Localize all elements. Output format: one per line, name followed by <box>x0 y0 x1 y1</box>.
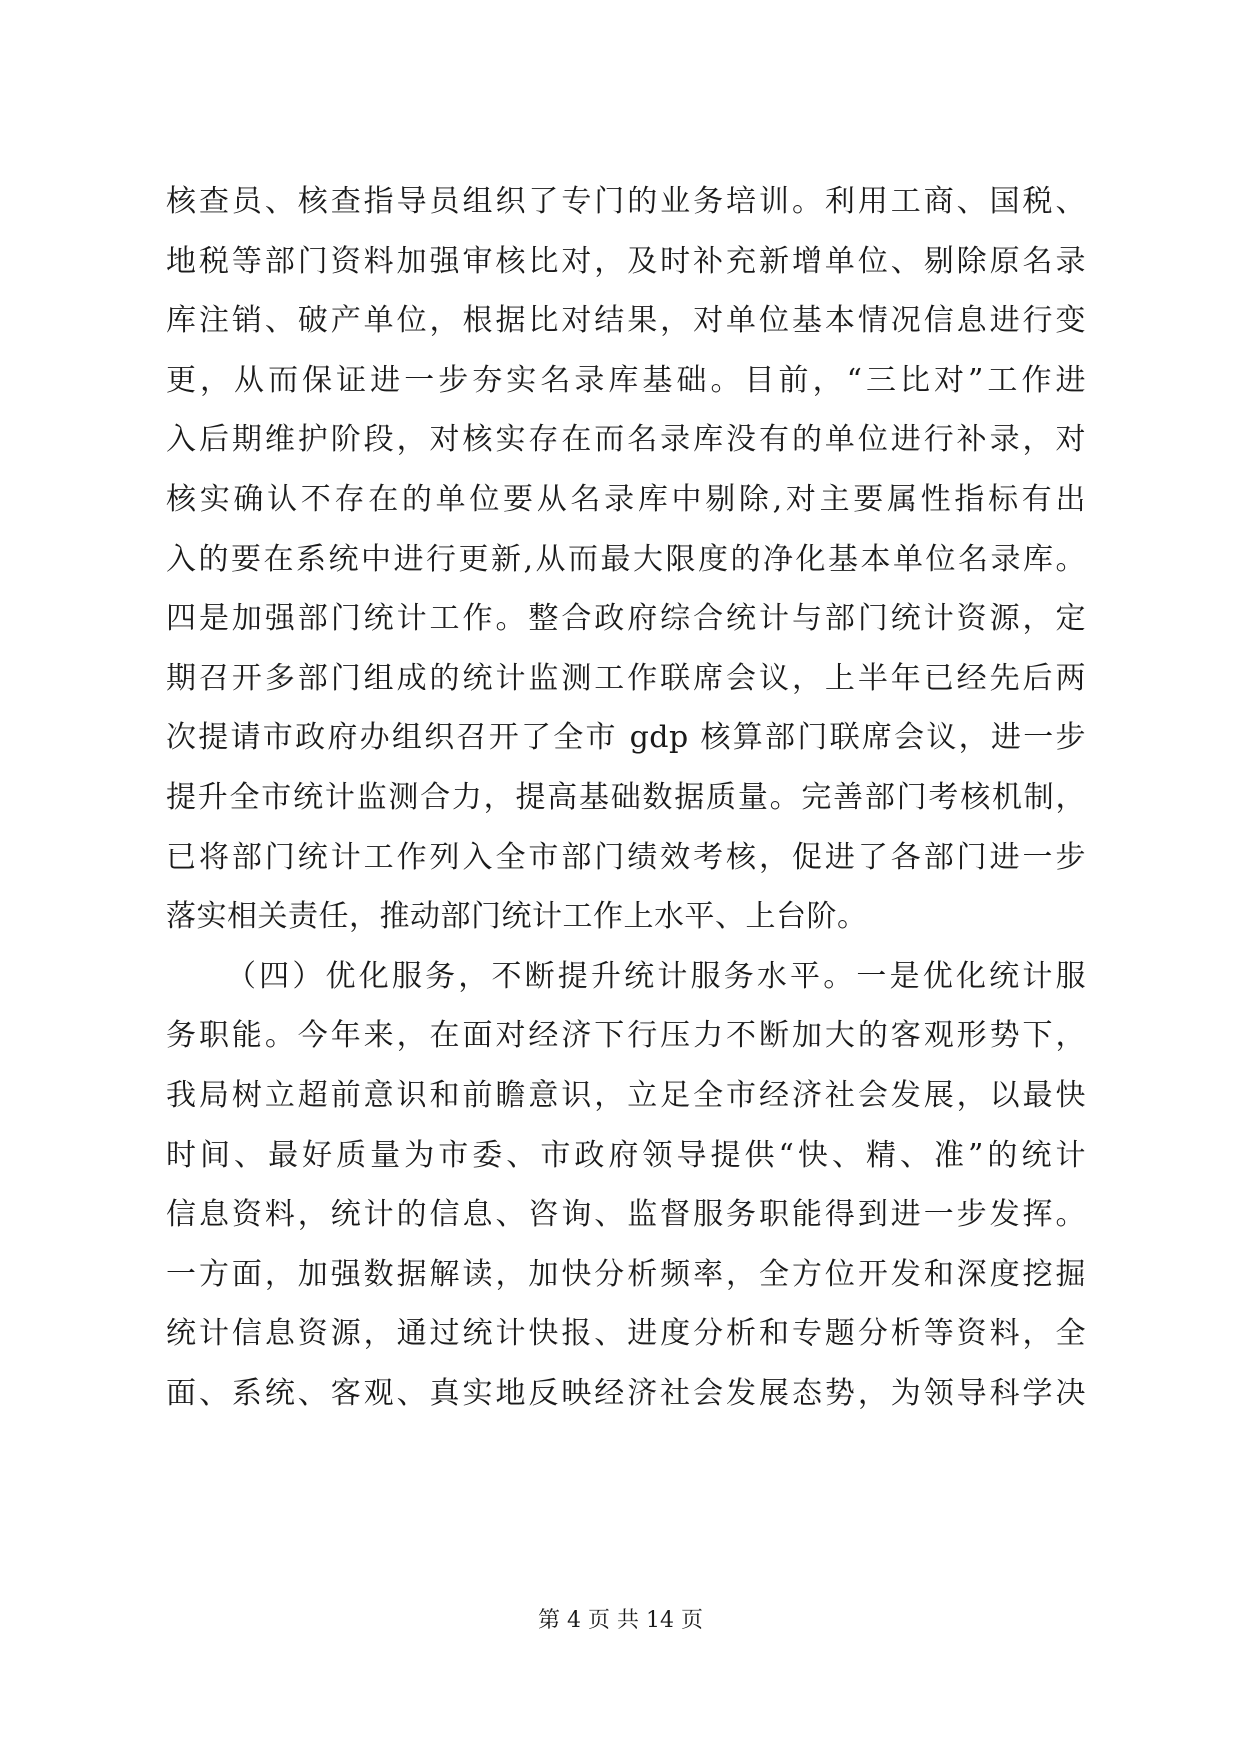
text-line: 四是加强部门统计工作。整合政府综合统计与部门统计资源，定 <box>166 601 1086 637</box>
text-line: 核实确认不存在的单位要从名录库中剔除,对主要属性指标有出 <box>166 481 1086 517</box>
text-line: 统计信息资源，通过统计快报、进度分析和专题分析等资料，全 <box>166 1316 1086 1352</box>
text-line: 时间、最好质量为市委、市政府领导提供“快、精、准”的统计 <box>166 1137 1086 1173</box>
text-line: 我局树立超前意识和前瞻意识，立足全市经济社会发展，以最快 <box>166 1077 1086 1113</box>
text-line: 入的要在系统中进行更新,从而最大限度的净化基本单位名录库。 <box>166 541 1086 577</box>
page-footer: 第 4 页 共 14 页 <box>538 1608 703 1633</box>
text-line: 信息资料，统计的信息、咨询、监督服务职能得到进一步发挥。 <box>166 1197 1086 1233</box>
text-line: 地税等部门资料加强审核比对，及时补充新增单位、剔除原名录 <box>166 243 1086 279</box>
text-line: 落实相关责任，推动部门统计工作上水平、上台阶。 <box>166 899 868 935</box>
text-line: 更，从而保证进一步夯实名录库基础。目前，“三比对”工作进 <box>166 362 1086 398</box>
text-line: 务职能。今年来，在面对经济下行压力不断加大的客观形势下， <box>166 1018 1086 1054</box>
text-line: 面、系统、客观、真实地反映经济社会发展态势，为领导科学决 <box>166 1375 1086 1411</box>
text-line: 一方面，加强数据解读，加快分析频率，全方位开发和深度挖掘 <box>166 1256 1086 1292</box>
text-line: 已将部门统计工作列入全市部门绩效考核，促进了各部门进一步 <box>166 839 1086 875</box>
text-line: （四）优化服务，不断提升统计服务水平。一是优化统计服 <box>226 958 1086 994</box>
text-line: 核查员、核查指导员组织了专门的业务培训。利用工商、国税、 <box>166 184 1086 219</box>
text-line: 提升全市统计监测合力，提高基础数据质量。完善部门考核机制， <box>166 779 1086 815</box>
text-line: 入后期维护阶段，对核实存在而名录库没有的单位进行补录，对 <box>166 422 1086 458</box>
text-line: 期召开多部门组成的统计监测工作联席会议，上半年已经先后两 <box>166 660 1086 696</box>
document-body <box>166 172 1086 1423</box>
text-line: 次提请市政府办组织召开了全市 gdp 核算部门联席会议，进一步 <box>166 720 1086 756</box>
text-line: 库注销、破产单位，根据比对结果，对单位基本情况信息进行变 <box>166 303 1086 339</box>
